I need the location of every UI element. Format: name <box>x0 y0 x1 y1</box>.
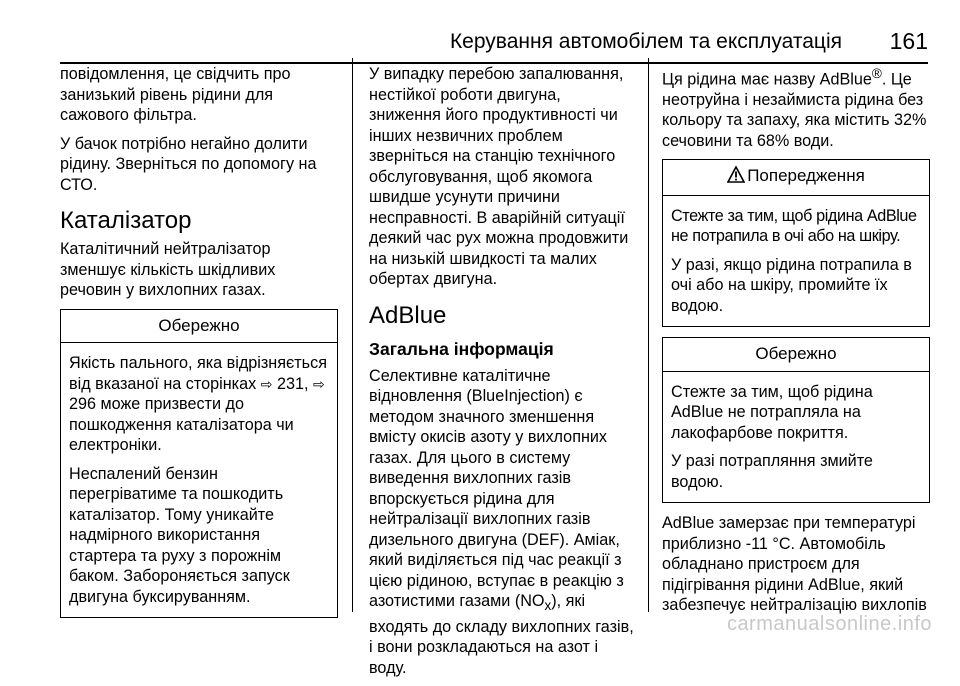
warning-title: Попередження <box>747 166 865 186</box>
registered-mark: ® <box>871 66 882 81</box>
paragraph <box>662 64 930 151</box>
page-header <box>60 26 928 60</box>
paragraph: Каталітичний нейтралізатор зменшує кількість шкідливих речовин у вихлопних газах. <box>60 240 276 299</box>
text-run: ), які входять до складу вихлопних газів, і вони розкладаються на азот і воду. <box>369 592 634 677</box>
paragraph: AdBlue замерзає при температурі приблизно -11 °C. Автомобіль обладнано пристроєм для підігрівання рідини AdBlue, який забезпечує нейтралізацію вихлопів <box>662 514 927 615</box>
warning-paragraph: У разі, якщо рідина потрапила в очі або на шкіру, промийте їх водою. <box>671 255 912 315</box>
caution-title: Обережно <box>663 338 929 372</box>
caution-box <box>662 337 930 503</box>
caution-paragraph: Неспалений бензин перегріватиме та пошкодить каталізатор. Тому уникайте надмірного використання стартера та руху з порожнім баком. Забороняється запуск двигуна буксируванням. <box>69 464 290 606</box>
text-run: Якість пального, яка відрізняється від вказаної на сторінках <box>69 354 327 393</box>
warning-triangle-icon <box>727 166 745 189</box>
caution-body <box>663 372 929 503</box>
column-divider-2 <box>648 58 649 612</box>
column-left <box>60 64 338 628</box>
page-ref-link[interactable]: 231, <box>276 374 309 393</box>
column-divider-1 <box>352 58 353 612</box>
paragraph <box>369 366 634 679</box>
warning-body <box>663 196 929 327</box>
column-middle <box>369 64 634 686</box>
text-run: . Це неотруйна і незаймиста рідина без кольору та запаху, яка містить 32% сечовини та 68% води. <box>662 70 927 150</box>
page-ref-link[interactable]: 296 <box>69 395 97 413</box>
heading-adblue: AdBlue <box>369 301 447 329</box>
subheading-general-info: Загальна інформація <box>369 338 554 359</box>
warning-paragraph: Стежте за тим, щоб рідина AdBlue не потрапила в очі або на шкіру. <box>671 206 917 246</box>
paragraph: У випадку перебою запалювання, нестійкої роботи двигуна, зниження його продуктивності чи інших незвичних проблем зверніться на станцію технічного обслуговування, щоб якомога швидше усунути причини несправності. В аварійній ситуації деякий час рух можна продовжити на низькій швидкості та малих обертах двигуна. <box>369 65 629 288</box>
column-right <box>662 64 930 624</box>
arrow-right-icon: ⇨ <box>260 375 273 392</box>
text-run: може призвести до пошкодження каталізатора чи електроніки. <box>69 395 294 454</box>
paragraph: У бачок потрібно негайно долити рідину. Зверніться по допомогу на СТО. <box>60 134 317 194</box>
heading-catalyst: Каталізатор <box>60 207 192 234</box>
caution-box <box>60 309 338 619</box>
caution-paragraph: У разі потрапляння змийте водою. <box>671 452 873 491</box>
caution-paragraph: Стежте за тим, щоб рідина AdBlue не потрапляла на лакофарбове покриття. <box>671 382 873 442</box>
warning-box <box>662 159 930 327</box>
text-run: Селективне каталітичне відновлення (BlueInjection) є методом значного зменшення вмісту окисів азоту у вихлопних газах. Для цього в систему виведення вихлопних газів впорскується рідина для нейтралізації вихлопних газів дизельного двигуна (DEF). Аміак, який виділяється під час реакції з цією рідиною, вступає в реакцію з азотистими газами (NO <box>369 366 624 610</box>
running-title: Керування автомобілем та експлуатація <box>449 30 842 53</box>
watermark: carmanualsonline.info <box>726 613 932 635</box>
page-number: 161 <box>889 28 928 54</box>
arrow-right-icon: ⇨ <box>312 375 325 392</box>
caution-title: Обережно <box>61 310 337 344</box>
paragraph: повідомлення, це свідчить про занизький рівень рідини для сажового фільтра. <box>60 65 291 124</box>
subscript: x <box>544 598 552 614</box>
caution-body <box>61 343 337 617</box>
text-run: Ця рідина має назву AdBlue <box>662 70 872 89</box>
warning-header <box>663 160 929 196</box>
caution-paragraph <box>69 353 329 456</box>
